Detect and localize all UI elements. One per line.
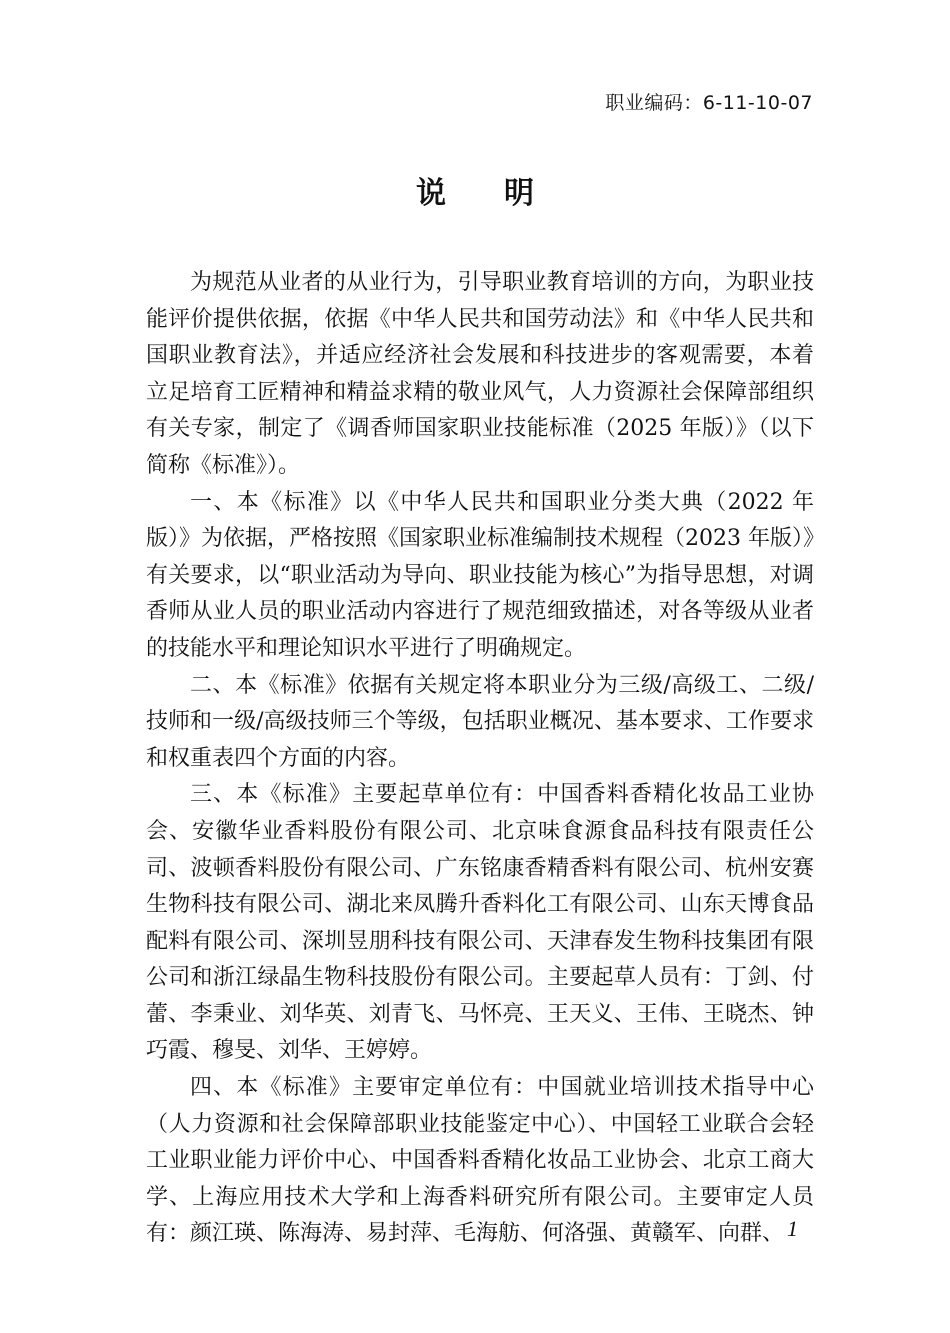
paragraph-3: 三、本《标准》主要起草单位有：中国香料香精化妆品工业协会、安徽华业香料股份有限公司、北京味食源食品科技有限责任公司、波顿香料股份有限公司、广东铭康香精香料有限公司、杭州安赛生物科技有限公司、湖北来凤腾升香料化工有限公司、山东天博食品配料有限公司、深圳昱朋科技有限公司、天津春发生物科技集团有限公司和浙江绿晶生物科技股份有限公司。主要起草人员有：丁剑、付蕾、李秉业、刘华英、刘青飞、马怀亮、王天义、王伟、王晓杰、钟巧霞、穆旻、刘华、王婷婷。	[146, 782, 814, 1064]
document-body	[146, 265, 814, 1253]
page-number: 1	[787, 1216, 798, 1241]
paragraph-1: 一、本《标准》以《中华人民共和国职业分类大典（2022 年版）》为依据，严格按照《国家职业标准编制技术规程（2023 年版）》有关要求，以“职业活动为导向、职业技能为核心”为指导思想，对调香师从业人员的职业活动内容进行了规范细致描述，对各等级从业者的技能水平和理论知识水平进行了明确规定。	[146, 489, 814, 661]
paragraph-2: 二、本《标准》依据有关规定将本职业分为三级/高级工、二级/技师和一级/高级技师三个等级，包括职业概况、基本要求、工作要求和权重表四个方面的内容。	[146, 672, 814, 771]
occupation-code: 职业编码：6-11-10-07	[605, 92, 813, 114]
page-title: 说明	[416, 176, 592, 211]
paragraph-intro: 为规范从业者的从业行为，引导职业教育培训的方向，为职业技能评价提供依据，依据《中华人民共和国劳动法》和《中华人民共和国职业教育法》，并适应经济社会发展和科技进步的客观需要，本着立足培育工匠精神和精益求精的敬业风气，人力资源社会保障部组织有关专家，制定了《调香师国家职业技能标准（2025 年版）》（以下简称《标准》）。	[146, 270, 814, 478]
paragraph-4: 四、本《标准》主要审定单位有：中国就业培训技术指导中心（人力资源和社会保障部职业技能鉴定中心）、中国轻工业联合会轻工业职业能力评价中心、中国香料香精化妆品工业协会、北京工商大学、上海应用技术大学和上海香料研究所有限公司。主要审定人员有：颜江瑛、陈海涛、易封萍、毛海舫、何洛强、黄赣军、向群、	[146, 1075, 814, 1247]
